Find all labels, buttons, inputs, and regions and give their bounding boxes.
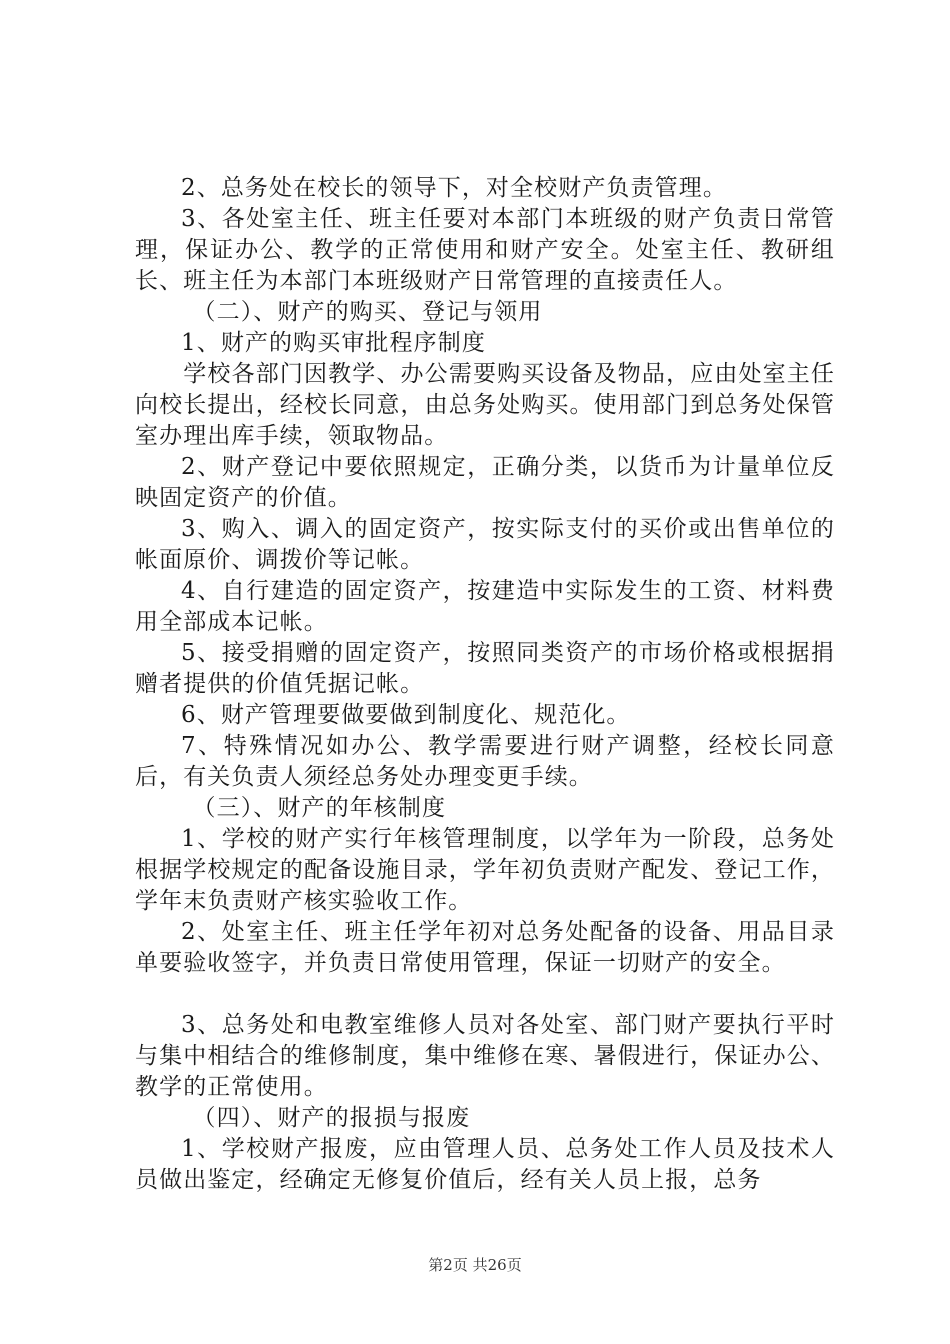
paragraph-purchased-assets: 3、购入、调入的固定资产，按实际支付的买价或出售单位的帐面原价、调拨价等记帐。 [135,516,835,573]
paragraph-gap [135,979,835,1010]
paragraph-maintenance: 3、总务处和电教室维修人员对各处室、部门财产要执行平时与集中相结合的维修制度，集中维修在寒、暑假进行，保证办公、教学的正常使用。 [135,1012,835,1100]
document-body [135,173,835,1196]
paragraph-scrapping: 1、学校财产报废，应由管理人员、总务处工作人员及技术人员做出鉴定，经确定无修复价值后，经有关人员上报，总务 [135,1136,835,1193]
paragraph-standardization: 6、财产管理要做要做到制度化、规范化。 [181,702,631,728]
paragraph-purchase-detail: 学校各部门因教学、办公需要购买设备及物品，应由处室主任向校长提出，经校长同意，由总务处购买。使用部门到总务处保管室办理出库手续，领取物品。 [135,361,835,449]
paragraph-acceptance-sign: 2、处室主任、班主任学年初对总务处配备的设备、用品目录单要验收签字，并负责日常使用管理，保证一切财产的安全。 [135,919,835,976]
section-heading-4: （四）、财产的报损与报废 [192,1105,471,1131]
paragraph-item-3: 3、各处室主任、班主任要对本部门本班级的财产负责日常管理，保证办公、教学的正常使用和财产安全。处室主任、教研组长、班主任为本部门本班级财产日常管理的直接责任人。 [135,206,835,294]
paragraph-annual-check: 1、学校的财产实行年核管理制度，以学年为一阶段，总务处根据学校规定的配备设施目录，学年初负责财产配发、登记工作，学年末负责财产核实验收工作。 [135,826,835,914]
section-heading-3: （三）、财产的年核制度 [192,795,447,821]
paragraph-item-2: 2、总务处在校长的领导下，对全校财产负责管理。 [181,175,727,201]
page-footer: 第2页 共26页 [428,1256,522,1274]
paragraph-purchase-approval: 1、财产的购买审批程序制度 [181,330,486,356]
paragraph-registration: 2、财产登记中要依照规定，正确分类，以货币为计量单位反映固定资产的价值。 [135,454,835,511]
paragraph-donated-assets: 5、接受捐赠的固定资产，按照同类资产的市场价格或根据捐赠者提供的价值凭据记帐。 [135,640,835,697]
paragraph-self-built-assets: 4、自行建造的固定资产，按建造中实际发生的工资、材料费用全部成本记帐。 [135,578,835,635]
section-heading-2: （二）、财产的购买、登记与领用 [192,299,543,325]
paragraph-adjustment: 7、特殊情况如办公、教学需要进行财产调整，经校长同意后，有关负责人须经总务处办理变更手续。 [135,733,835,790]
